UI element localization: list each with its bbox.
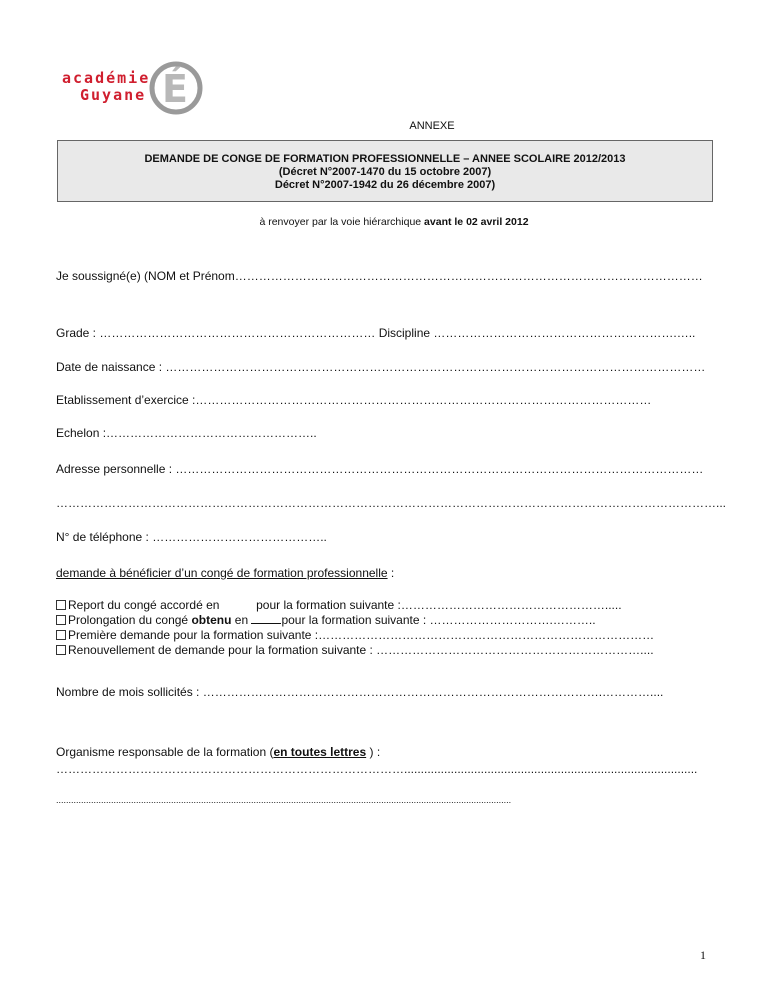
title-line-3: Décret N°2007-1942 du 26 décembre 2007) bbox=[274, 179, 496, 191]
checkbox-icon[interactable] bbox=[56, 630, 66, 640]
title-box bbox=[57, 140, 713, 202]
echelon-field[interactable]: Echelon :…………………………………………….. bbox=[56, 426, 317, 440]
checkbox-icon[interactable] bbox=[56, 645, 66, 655]
deadline-date: avant le 02 avril 2012 bbox=[424, 216, 529, 228]
logo-line-academie: académie bbox=[62, 69, 151, 87]
deadline-note bbox=[0, 216, 768, 228]
phone-field[interactable]: N° de téléphone : …………………………………….. bbox=[56, 530, 327, 544]
option-report-text-a: Report du congé accordé en bbox=[68, 598, 223, 612]
months-requested-field[interactable]: Nombre de mois sollicités : ……………………………………………………………………………………….………….... bbox=[56, 685, 664, 699]
title-line-2: (Décret N°2007-1470 du 15 octobre 2007) bbox=[278, 166, 492, 178]
name-field[interactable]: Je soussigné(e) (NOM et Prénom……………………………………………………………………………………………………… bbox=[56, 269, 703, 283]
organism-line-1[interactable]: ……………………………………………………………………………........................................................................................ bbox=[56, 762, 698, 776]
organism-heading bbox=[56, 745, 380, 759]
logo-line-guyane: Guyane bbox=[80, 86, 147, 104]
page-number: 1 bbox=[700, 948, 706, 962]
grade-discipline-field[interactable]: Grade : …………………………………………………………… Discipline …………………………………………………….….. bbox=[56, 326, 696, 340]
option-prolongation[interactable] bbox=[56, 613, 596, 627]
checkbox-icon[interactable] bbox=[56, 615, 66, 625]
option-report[interactable] bbox=[56, 598, 622, 612]
deadline-prefix: à renvoyer par la voie hiérarchique bbox=[259, 216, 425, 228]
organism-suffix: ) : bbox=[366, 745, 381, 759]
title-line-1: DEMANDE DE CONGE DE FORMATION PROFESSIONNELLE – ANNEE SCOLAIRE 2012/2013 bbox=[144, 153, 626, 165]
option-prolongation-text-b: en bbox=[231, 613, 252, 627]
year-blank[interactable] bbox=[251, 613, 281, 624]
organism-emphasis: en toutes lettres bbox=[273, 745, 367, 759]
annexe-label: ANNEXE bbox=[409, 120, 455, 132]
request-heading bbox=[56, 566, 394, 580]
address-field[interactable]: Adresse personnelle : …………………………………………………………………………………………………………………… bbox=[56, 462, 704, 476]
address-line-2-field[interactable]: …………………………………………………………………………………………………………………………………………………... bbox=[56, 496, 727, 510]
request-heading-text: demande à bénéficier d’un congé de formation professionnelle bbox=[56, 566, 388, 580]
option-prolongation-text-c: pour la formation suivante : ………………………….……….. bbox=[281, 613, 596, 627]
option-renewal[interactable] bbox=[56, 643, 654, 657]
option-first-request[interactable] bbox=[56, 628, 654, 642]
organism-prefix: Organisme responsable de la formation ( bbox=[56, 745, 274, 759]
birthdate-field[interactable]: Date de naissance : ……………………………………………………………………………………………………………………… bbox=[56, 360, 706, 374]
option-prolongation-text-a: Prolongation du congé bbox=[68, 613, 192, 627]
option-renewal-text: Renouvellement de demande pour la formation suivante : ………………………………………………………….... bbox=[68, 643, 654, 657]
establishment-field[interactable]: Etablissement d’exercice :…………………………………………………………………………………………………… bbox=[56, 393, 652, 407]
academie-guyane-logo bbox=[56, 60, 206, 116]
request-heading-colon: : bbox=[387, 566, 395, 580]
option-prolongation-bold: obtenu bbox=[191, 613, 232, 627]
option-report-text-b: pour la formation suivante :……………………………………………..... bbox=[252, 598, 622, 612]
checkbox-icon[interactable] bbox=[56, 600, 66, 610]
organism-line-2[interactable]: ...................................................................................................................................................................................... bbox=[56, 795, 512, 805]
svg-text:É: É bbox=[162, 67, 188, 111]
option-first-request-text: Première demande pour la formation suivante :………………………………………………………………………… bbox=[68, 628, 655, 642]
